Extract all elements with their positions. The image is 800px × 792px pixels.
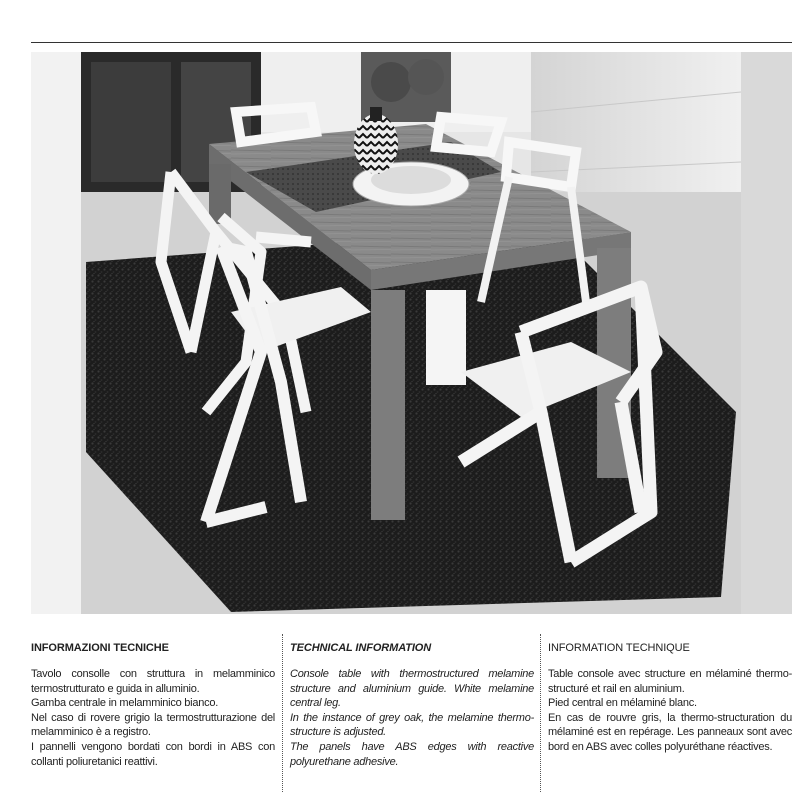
italian-heading: INFORMAZIONI TECNICHE bbox=[31, 642, 169, 654]
french-line: Table console avec structure en mélaminé thermo-structuré et rail en aluminium. bbox=[548, 668, 792, 695]
french-line: Pied central en mélaminé blanc. bbox=[548, 697, 697, 710]
italian-line: Gamba centrale in melamminico bianco. bbox=[31, 697, 219, 710]
french-info-column bbox=[548, 634, 792, 792]
column-divider bbox=[540, 634, 541, 792]
column-divider bbox=[282, 634, 283, 792]
english-heading: TECHNICAL INFORMATION bbox=[290, 642, 432, 654]
english-line: The panels have ABS edges with reactive polyurethane adhesive. bbox=[290, 740, 534, 768]
english-line: Console table with thermostructured melamine structure and aluminium guide. White melamine central leg. bbox=[290, 668, 534, 710]
french-heading: INFORMATION TECHNIQUE bbox=[548, 642, 690, 654]
italian-body bbox=[31, 667, 275, 769]
french-line: En cas de rouvre gris, la thermo-structuration du mélaminé est en repérage. Les panneaux sont avec bord en ABS avec colles polyuréthane réactives. bbox=[548, 711, 792, 753]
product-photo bbox=[31, 52, 792, 614]
english-info-column bbox=[290, 634, 534, 792]
italian-line: Tavolo consolle con struttura in melamminico termostrutturato e guida in alluminio. bbox=[31, 668, 275, 695]
english-line: In the instance of grey oak, the melamine thermo-structure is adjusted. bbox=[290, 711, 534, 739]
italian-line: I pannelli vengono bordati con bordi in ABS con collanti poliuretanici reattivi. bbox=[31, 740, 275, 768]
english-body bbox=[290, 667, 534, 769]
italian-line: Nel caso di rovere grigio la termostrutturazione del melamminico è a registro. bbox=[31, 711, 275, 739]
dining-table-photo bbox=[31, 52, 792, 614]
french-body bbox=[548, 667, 792, 755]
top-rule bbox=[31, 42, 792, 43]
italian-info-column bbox=[31, 634, 275, 792]
